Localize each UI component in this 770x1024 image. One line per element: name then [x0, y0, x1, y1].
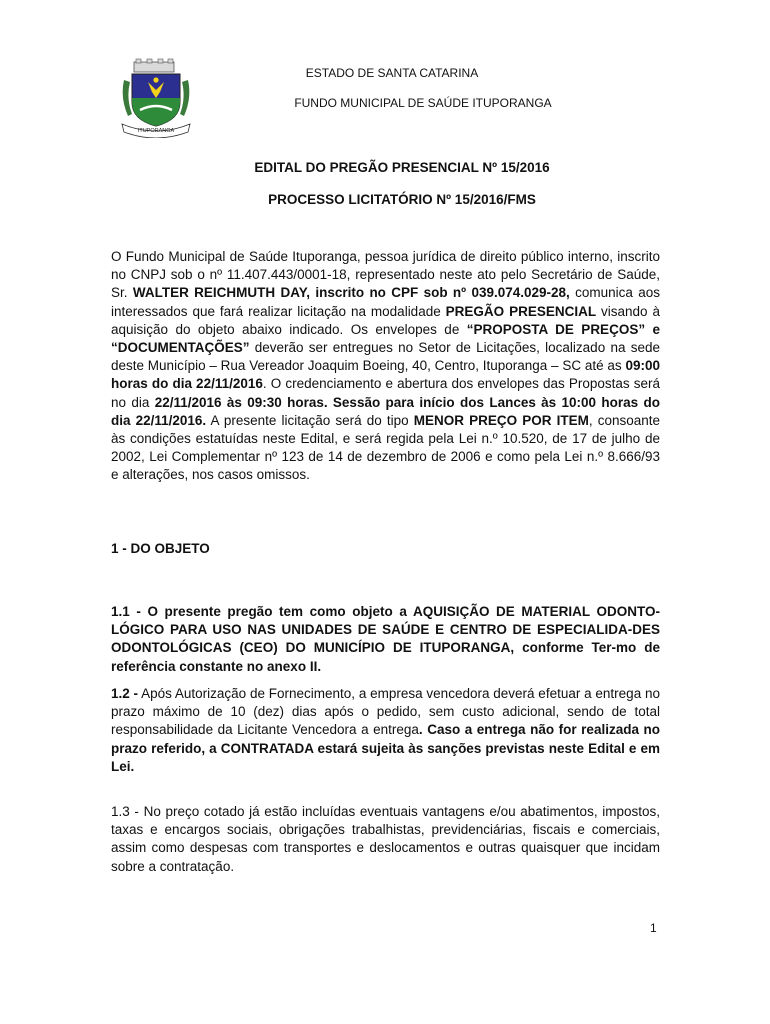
processo-title: PROCESSO LICITATÓRIO Nº 15/2016/FMS — [268, 192, 536, 207]
intro-text: comunica aos interessados que fará realizar licitação na modalidade — [111, 285, 660, 319]
item-1-2 — [111, 685, 660, 776]
item-1-2-number: 1.2 - — [111, 686, 139, 701]
item-1-2-bold: . Caso a entrega não for realizada no prazo referido, a CONTRATADA estará sujeita às sanções previstas neste Edital e em Lei. — [111, 722, 660, 774]
item-1-3: 1.3 - No preço cotado já estão incluídas eventuais vantagens e/ou abatimentos, impostos, taxas e encargos sociais, obrigações trabalhistas, previdenciárias, fiscais e comerciais, assim como despesas com transportes e deslocamentos e outras quaisquer que incidam sobre a contratação. — [111, 804, 660, 874]
intro-bold-name: WALTER REICHMUTH DAY, inscrito no CPF sob nº 039.074.029-28, — [132, 285, 570, 301]
item-1-1: 1.1 - O presente pregão tem como objeto a AQUISIÇÃO DE MATERIAL ODONTO-LÓGICO PARA USO NAS UNIDADES DE SAÚDE E CENTRO DE ESPECIALIDA-DES ODONTOLÓGICAS (CEO) DO MUNICÍPIO DE ITUPORANGA, conforme Ter-mo de referência constante no anexo II. — [111, 604, 660, 674]
page-number: 1 — [650, 921, 657, 935]
section-heading-objeto: 1 - DO OBJETO — [111, 541, 210, 556]
intro-text: O Fundo Municipal de Saúde Ituporanga, pessoa jurídica de direito público interno, inscrito no CNPJ sob o nº 11.407.443/0001-18, representado neste ato pelo Secretário de Saúde, Sr. — [111, 249, 660, 301]
intro-bold-modality: PREGÃO PRESENCIAL — [445, 303, 597, 319]
intro-text: deverão ser entregues no Setor de Licitações, localizado na sede deste Município – Rua Vereador Joaquim Boeing, 40, Centro, Ituporanga – SC até as — [111, 340, 660, 374]
header-state: ESTADO DE SANTA CATARINA — [305, 66, 479, 80]
header-fund: FUNDO MUNICIPAL DE SAÚDE ITUPORANGA — [294, 96, 552, 110]
intro-text: . O credenciamento e abertura dos envelopes das Propostas será no dia — [111, 376, 660, 410]
item-1-2-text: Após Autorização de Fornecimento, a empresa vencedora deverá efetuar a entrega no prazo máximo de 10 (dez) dias após o pedido, sem custo adicional, sendo de total responsabilidade da Licitante Vencedora a entrega — [111, 686, 660, 738]
crest-ribbon-text: ITUPORANGA — [137, 128, 175, 134]
intro-text: , consoante às condições estatuídas neste Edital, e será regida pela Lei n.º 10.520, de 17 de julho de 2002, Lei Complementar nº 123 de 14 de dezembro de 2006 e como pela Lei n.º 8.666/93 e alterações, nos casos omissos. — [111, 412, 661, 483]
intro-bold-envelopes: “PROPOSTA DE PREÇOS” e “DOCUMENTAÇÕES” — [111, 321, 660, 356]
intro-bold-type: MENOR PREÇO POR ITEM — [413, 412, 589, 428]
intro-bold-deadline: 09:00 horas do dia 22/11/2016 — [111, 358, 660, 392]
intro-text: visando à aquisição do objeto abaixo indicado. Os envelopes de — [111, 303, 660, 337]
intro-text: A presente licitação será do tipo — [206, 412, 414, 428]
intro-paragraph — [111, 248, 660, 485]
intro-bold-session: 22/11/2016 às 09:30 horas. Sessão para início dos Lances às 10:00 horas do dia 22/11/2016. — [111, 394, 660, 428]
edital-title: EDITAL DO PREGÃO PRESENCIAL Nº 15/2016 — [254, 160, 550, 175]
